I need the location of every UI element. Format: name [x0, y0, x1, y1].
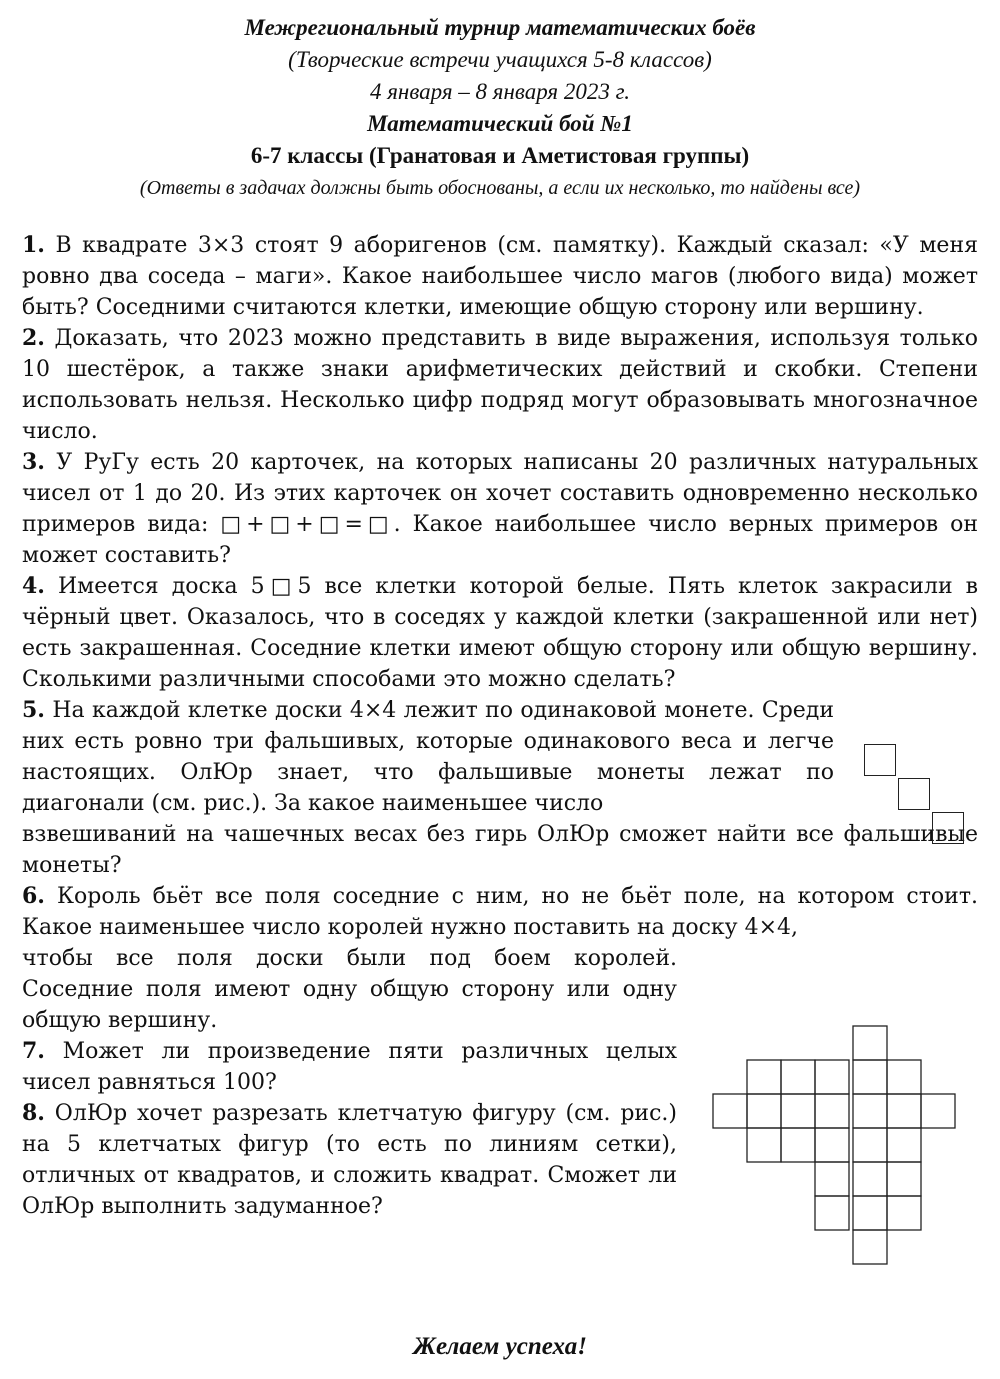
- problem-4: [22, 571, 978, 695]
- tournament-title: Межрегиональный турнир математических боёв: [244, 15, 756, 40]
- problem-text: Может ли произведение пяти различных целых чисел равняться 100?: [22, 1039, 677, 1095]
- problem-8: [22, 1098, 677, 1222]
- problem-text: В квадрате 3×3 стоят 9 аборигенов (см. памятку). Каждый сказал: «У меня ровно два соседа – маги». Какое наибольшее число магов (любого вида) может быть? Соседними считаются клетки, имеющие общую сторону или вершину.: [22, 233, 978, 320]
- problem-number: 4.: [22, 573, 45, 599]
- grades-line: 6-7 классы (Гранатовая и Аметистовая группы): [250, 143, 750, 168]
- battle-title: Математический бой №1: [367, 111, 633, 136]
- problem-6: [22, 881, 978, 943]
- problem-6-continued: [22, 943, 677, 1036]
- tournament-subtitle: (Творческие встречи учащихся 5-8 классов): [288, 47, 712, 72]
- problem-text: У РуГу есть 20 карточек, на которых написаны 20 различных натуральных чисел от 1 до 20. Из этих карточек он хочет составить одновременно несколько примеров вида: □+□+□=□. Какое наибольшее число верных примеров он может составить?: [22, 450, 978, 568]
- problem-text: Имеется доска 5□5 все клетки которой белые. Пять клеток закрасили в чёрный цвет. Оказалось, что в соседях у каждой клетки (закрашенной или нет) есть закрашенная. Соседние клетки имеют общую сторону или общую вершину. Сколькими различными способами это можно сделать?: [22, 574, 978, 692]
- tournament-dates: 4 января – 8 января 2023 г.: [369, 79, 631, 104]
- problem-text: взвешиваний на чашечных весах без гирь ОлЮр сможет найти все фальшивые монеты?: [22, 822, 978, 878]
- closing-wish: Желаем успеха!: [413, 1333, 587, 1360]
- figure-cell: [864, 744, 896, 776]
- problem-5: [22, 695, 834, 819]
- header: [0, 12, 1000, 204]
- problem-text: чтобы все поля доски были под боем королей. Соседние поля имеют одну общую сторону или одну общую вершину.: [22, 946, 677, 1033]
- grid-shape-figure: [710, 1025, 960, 1275]
- problem-2: [22, 323, 978, 447]
- problem-number: 3.: [22, 449, 45, 475]
- problem-number: 8.: [22, 1100, 45, 1126]
- problem-7: [22, 1036, 677, 1098]
- problem-text: Доказать, что 2023 можно представить в виде выражения, используя только 10 шестёрок, а также знаки арифметических действий и скобки. Степени использовать нельзя. Несколько цифр подряд могут образовывать многозначное число.: [22, 326, 978, 444]
- problem-number: 1.: [22, 232, 45, 258]
- problem-1: [22, 230, 978, 323]
- problem-number: 2.: [22, 325, 45, 351]
- figure-cell: [898, 778, 930, 810]
- problem-5-continued: [22, 819, 978, 881]
- figure-cell: [932, 812, 964, 844]
- diagonal-coins-figure: [864, 744, 964, 844]
- problem-number: 5.: [22, 697, 45, 723]
- problem-number: 6.: [22, 883, 45, 909]
- problem-text: Король бьёт все поля соседние с ним, но не бьёт поле, на котором стоит. Какое наименьшее число королей нужно поставить на доску 4×4,: [22, 884, 978, 940]
- answers-note: (Ответы в задачах должны быть обоснованы, а если их несколько, то найдены все): [139, 177, 861, 199]
- problem-text: ОлЮр хочет разрезать клетчатую фигуру (см. рис.) на 5 клетчатых фигур (то есть по линиям сетки), отличных от квадратов, и сложить квадрат. Сможет ли ОлЮр выполнить задуманное?: [22, 1101, 677, 1219]
- problem-number: 7.: [22, 1038, 45, 1064]
- problem-3: [22, 447, 978, 571]
- problem-text: На каждой клетке доски 4×4 лежит по одинаковой монете. Среди них есть ровно три фальшивых, которые одинакового веса и легче настоящих. ОлЮр знает, что фальшивые монеты лежат по диагонали (см. рис.). За какое наименьшее число: [22, 698, 834, 816]
